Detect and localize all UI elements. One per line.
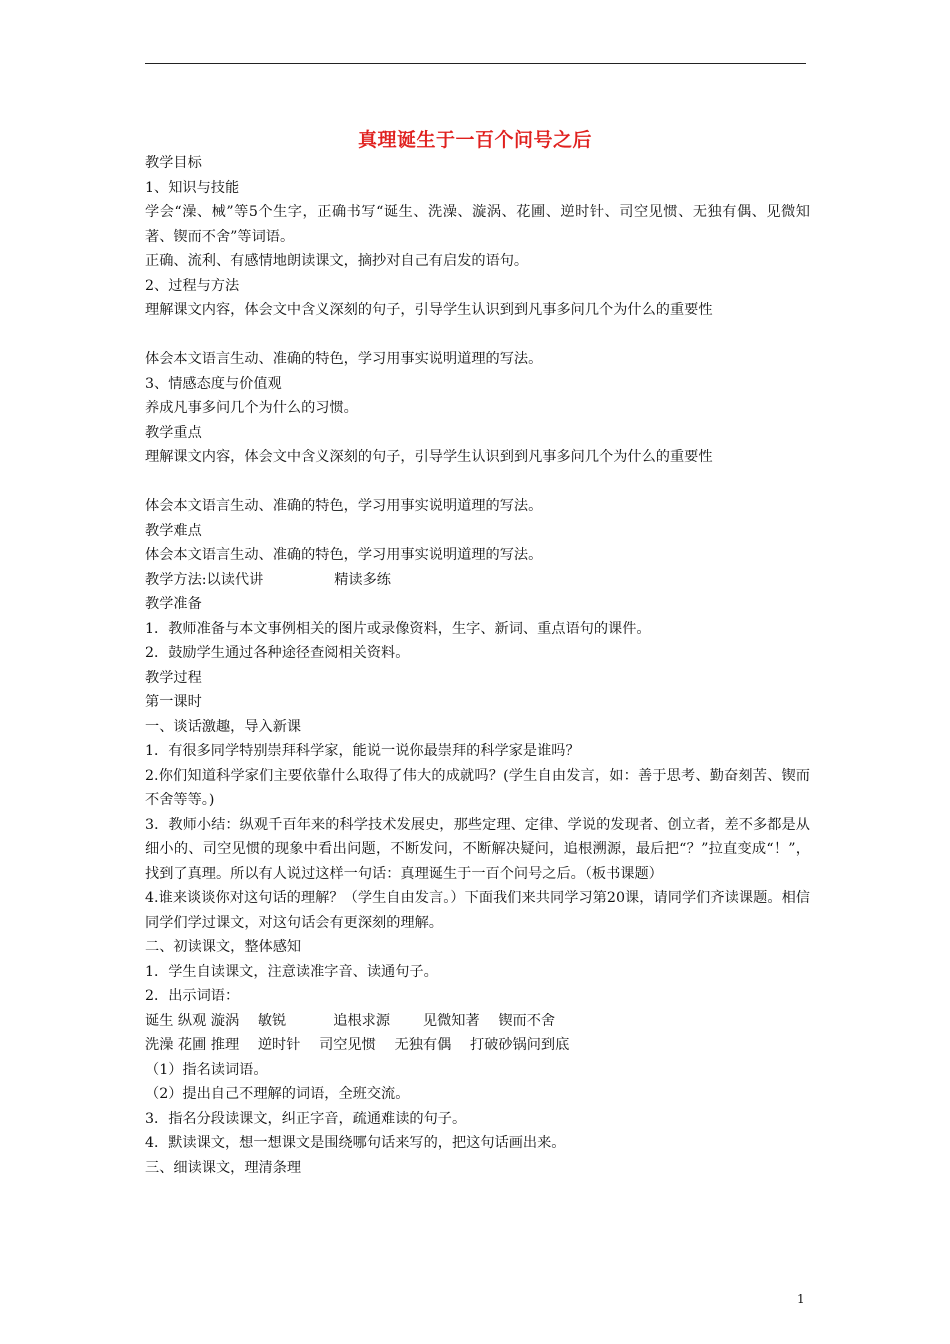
blank-line [145, 470, 810, 495]
document-title: 真理诞生于一百个问号之后 [357, 129, 592, 151]
text-line: 一、谈话激趣，导入新课 [145, 718, 302, 735]
text-line: 教学方法:以读代讲 精读多练 [145, 571, 391, 588]
text-line: 二、初读课文，整体感知 [145, 939, 302, 955]
text-line: 1．学生自读课文，注意读准字音、读通句子。 [145, 963, 438, 980]
text-line: 理解课文内容，体会文中含义深刻的句子，引导学生认识到到凡事多问几个为什么的重要性 [145, 302, 713, 318]
text-line: （1）指名读词语。 [145, 1061, 268, 1078]
document-body [145, 151, 810, 1180]
text-line: 2．出示词语： [145, 988, 240, 1004]
text-line: 体会本文语言生动、准确的特色，学习用事实说明道理的写法。 [145, 351, 543, 367]
text-paragraph: 3．教师小结：纵观千百年来的科学技术发展史，那些定理、定律、学说的发现者、创立者，差不多都是从细小的、司空见惯的现象中看出问题，不断发问，不断解决疑问，追根溯源，最后把“？”拉直变成“！”，找到了真理。所以有人说过这样一句话：真理诞生于一百个问号之后。（板书课题） [145, 816, 810, 882]
text-line: 教学准备 [145, 596, 202, 612]
text-line: （2）提出自己不理解的词语，全班交流。 [145, 1086, 410, 1102]
text-line: 教学目标 [145, 155, 202, 171]
header-rule [145, 63, 806, 64]
text-line: 2、过程与方法 [145, 277, 240, 294]
text-line: 教学过程 [145, 669, 202, 686]
text-line: 三、细读课文，理清条理 [145, 1159, 302, 1176]
text-line: 养成凡事多问几个为什么的习惯。 [145, 400, 358, 416]
page-number: 1 [797, 1292, 805, 1306]
text-line: 3、情感态度与价值观 [145, 375, 282, 392]
text-line: 2．鼓励学生通过各种途径查阅相关资料。 [145, 645, 410, 661]
blank-line [145, 323, 810, 348]
text-line: 1、知识与技能 [145, 179, 240, 196]
text-line: 教学重点 [145, 424, 202, 441]
text-line: 体会本文语言生动、准确的特色，学习用事实说明道理的写法。 [145, 547, 543, 563]
text-line: 正确、流利、有感情地朗读课文，摘抄对自己有启发的语句。 [145, 253, 529, 269]
text-line: 第一课时 [145, 694, 202, 710]
word-list-line: 诞生 纵观 漩涡 敏锐 追根求源 见微知著 锲而不舍 [145, 1012, 556, 1029]
text-line: 教学难点 [145, 522, 202, 539]
text-line: 理解课文内容，体会文中含义深刻的句子，引导学生认识到到凡事多问几个为什么的重要性 [145, 449, 713, 465]
text-paragraph: 学会“澡、械”等5个生字，正确书写“诞生、洗澡、漩涡、花圃、逆时针、司空见惯、无独有偶、见微知著、锲而不舍”等词语。 [145, 204, 810, 245]
text-line: 1．有很多同学特别崇拜科学家，能说一说你最崇拜的科学家是谁吗？ [145, 743, 580, 759]
text-line: 1．教师准备与本文事例相关的图片或录像资料，生字、新词、重点语句的课件。 [145, 620, 651, 637]
text-paragraph: 4.谁来谈谈你对这句话的理解？（学生自由发言。）下面我们来共同学习第20课，请同学们齐读课题。相信同学们学过课文，对这句话会有更深刻的理解。 [145, 890, 810, 931]
text-line: 3．指名分段读课文，纠正字音，疏通难读的句子。 [145, 1110, 467, 1127]
text-line: 4．默读课文，想一想课文是围绕哪句话来写的，把这句话画出来。 [145, 1135, 566, 1151]
word-list-line: 洗澡 花圃 推理 逆时针 司空见惯 无独有偶 打破砂锅问到底 [145, 1037, 570, 1053]
text-paragraph: 2.你们知道科学家们主要依靠什么取得了伟大的成就吗？(学生自由发言，如：善于思考、勤奋刻苦、锲而不舍等等。) [145, 767, 810, 808]
text-line: 体会本文语言生动、准确的特色，学习用事实说明道理的写法。 [145, 498, 543, 514]
